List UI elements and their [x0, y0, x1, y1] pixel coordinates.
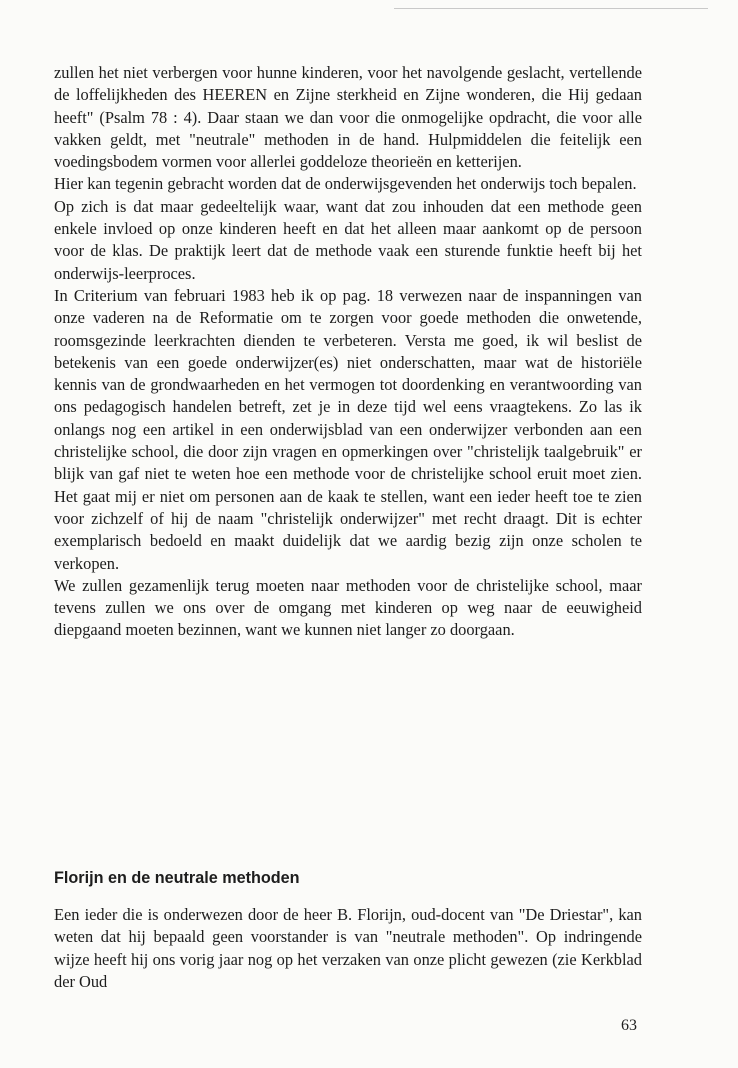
- paragraph-4: In Criterium van februari 1983 heb ik op pag. 18 verwezen naar de inspanningen van onze vaderen na de Reformatie om te zorgen voor goede methoden die onwetende, roomsgezinde leerkrachten dienden te verbeteren. Versta me goed, ik wil beslist de betekenis van een goede onderwijzer(es) niet onderschatten, maar wat de historiële kennis van de grondwaarheden en het vermogen tot doordenking en verantwoording van ons pedagogisch handelen betreft, zet je in deze tijd wel eens vraagtekens. Zo las ik onlangs nog een artikel in een onderwijsblad van een onderwijzer verbonden aan een christelijke school, die door zijn vragen en opmerkingen over "christelijk taalgebruik" er blijk van gaf niet te weten hoe een methode voor de christelijke school eruit moet zien. Het gaat mij er niet om personen aan de kaak te stellen, want een ieder heeft toe te zien voor zichzelf of hij de naam "christelijk onderwijzer" met recht draagt. Dit is echter exemplarisch bedoeld en maakt duidelijk dat we aardig bezig zijn onze scholen te verkopen.: [54, 285, 642, 573]
- paragraph-3: Op zich is dat maar gedeeltelijk waar, want dat zou inhouden dat een methode geen enkele invloed op onze kinderen heeft en dat het alleen maar aankomt op de persoon voor de klas. De praktijk leert dat de methode vaak een sturende funktie heeft bij het onderwijs-leerproces.: [54, 196, 642, 283]
- page-number: 63: [621, 1017, 637, 1034]
- paragraph-2: Hier kan tegenin gebracht worden dat de onderwijsgevenden het onderwijs toch bepalen.: [54, 174, 637, 194]
- paragraph-5: We zullen gezamenlijk terug moeten naar methoden voor de christelijke school, maar tevens zullen we ons over de omgang met kinderen op weg naar de eeuwigheid diepgaand moeten bezinnen, want we kunnen niet langer zo doorgaan.: [54, 575, 642, 640]
- section-body-text: [54, 904, 642, 993]
- paragraph-1: zullen het niet verbergen voor hunne kinderen, voor het navolgende geslacht, vertellende de loffelijkheden des HEEREN en Zijne sterkheid en Zijne wonderen, die Hij gedaan heeft" (Psalm 78 : 4). Daar staan we dan voor die onmogelijke opdracht, die voor alle vakken geldt, met "neutrale" methoden in de hand. Hulpmiddelen die feitelijk een voedingsbodem vormen voor allerlei goddeloze theorieën en ketterijen.: [54, 63, 642, 172]
- top-rule: [394, 8, 708, 9]
- section-heading: Florijn en de neutrale methoden: [54, 869, 300, 887]
- body-text: [54, 62, 642, 642]
- closing-paragraph: Een ieder die is onderwezen door de heer B. Florijn, oud-docent van "De Driestar", kan weten dat hij bepaald geen voorstander is van "neutrale methoden". Op indringende wijze heeft hij ons vorig jaar nog op het verzaken van onze plicht gewezen (zie Kerkblad der Oud: [54, 905, 642, 991]
